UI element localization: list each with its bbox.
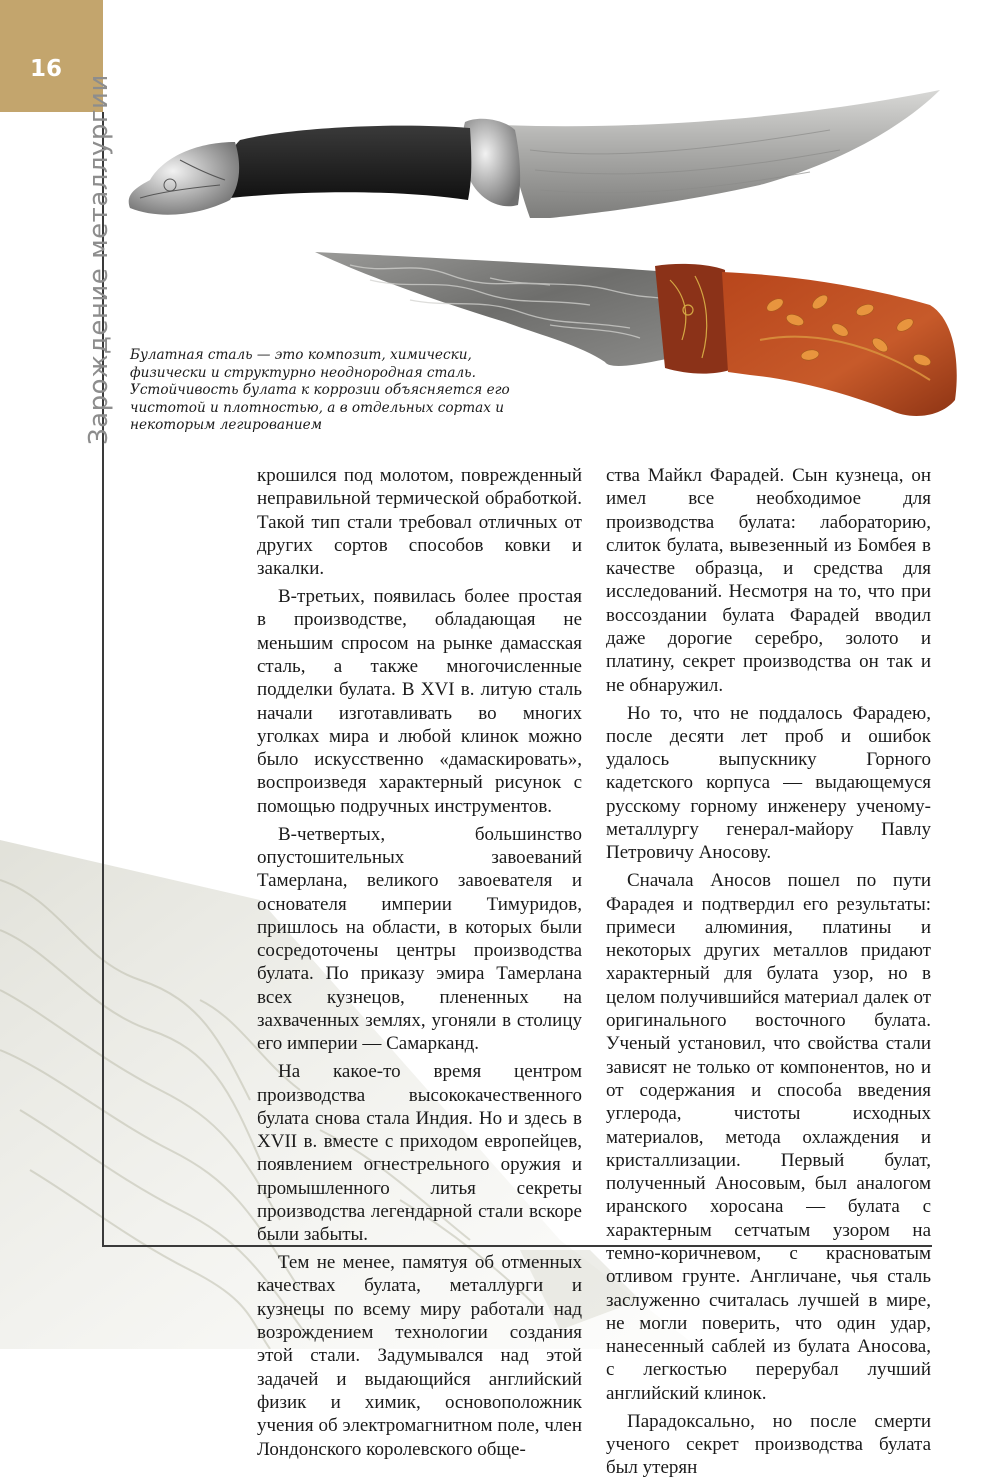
paragraph: В-третьих, появилась более простая в производстве, обладающая не меньшим спросом на рынке дамасская сталь, а также многочисленные подделки булата. В XVI в. литую сталь начали изготавливать во многих уголках мира и любой клинок можно было искусственно «дамаскировать», воспроизведя характерный рисунок с помощью подручных инструментов. [257, 586, 582, 817]
paragraph: Парадоксально, но после смерти ученого секрет производства булата был утерян [606, 1410, 931, 1479]
paragraph: На какое-то время центром производства высококачественного булата снова стала Индия. Но и здесь в XVII в. вместе с приходом европейцев, появлением огнестрельного оружия и промышленного литья секреты производства легендарной стали вскоре были забыты. [257, 1061, 582, 1246]
paragraph: В-четвертых, большинство опустошительных завоеваний Тамерлана, великого завоевателя и основателя империи Тимуридов, пришлось на области, в которых были сосредоточены центры производства булата. По приказу эмира Тамерлана всех кузнецов, плененных на захваченных землях, угоняли в столицу его империи — Самарканд. [257, 823, 582, 1055]
left-text-column [257, 464, 582, 1465]
paragraph: Тем не менее, памятуя об отменных качествах булата, металлурги и кузнецы по всему миру работали над возрождением технологии создания этой стали. Задумывался над этой задачей и выдающийся английский физик и химик, основоположник учения об электромагнитном поле, член Лондонского королевского обще- [257, 1252, 582, 1460]
paragraph: Сначала Аносов пошел по пути Фарадея и подтвердил его результаты: примеси алюминия, платины и некоторых других металлов придают характерный для булата узор, но в целом получившийся материал далек от оригинального восточного булата. Ученый установил, что свойства стали зависят не только от компонентов, но и от содержания и способа введения углерода, чистоты исходных материалов, метода охлаждения и кристаллизации. Первый булат, полученный Аносовым, был аналогом иранского хоросана — булата с характерным сетчатым узором на темно-коричневом, с красноватым отливом грунте. Англичане, чья сталь заслуженно считалась лучшей в мире, не могли поверить, что один удар, нанесенный саблей из булата Аносова, с легкостью перерубал лучший английский клинок. [606, 870, 931, 1404]
right-text-column [606, 464, 931, 1484]
page-number: 16 [30, 56, 63, 82]
paragraph: Но то, что не поддалось Фарадею, после десяти лет проб и ошибок удалось выпускнику Горного кадетского корпуса — выдающемуся русскому горному инженеру ученому-металлургу генерал-майору Павлу Петровичу Аносову. [606, 702, 931, 864]
upper-knife [129, 90, 940, 218]
section-title: Зарождение металлургии [84, 74, 114, 445]
image-caption: Булатная сталь — это композит, химически, физически и структурно неоднородная сталь. Устойчивость булата к коррозии объясняется его чистотой и плотностью, а в отдельных сортах и некоторым легированием [130, 347, 510, 433]
paragraph: ства Майкл Фарадей. Сын кузнеца, он имел все необходимое для производства булата: лабораторию, слиток булата, вывезенный из Бомбея в качестве образца, и средства для исследований. Несмотря на то, что при воссоздании булата Фарадей вводил даже дорогие серебро, золото и платину, секрет производства он так и не обнаружил. [606, 465, 931, 696]
paragraph: крошился под молотом, поврежденный неправильной термической обработкой. Такой тип стали требовал отличных от других сортов способов ковки и закалки. [257, 465, 582, 580]
